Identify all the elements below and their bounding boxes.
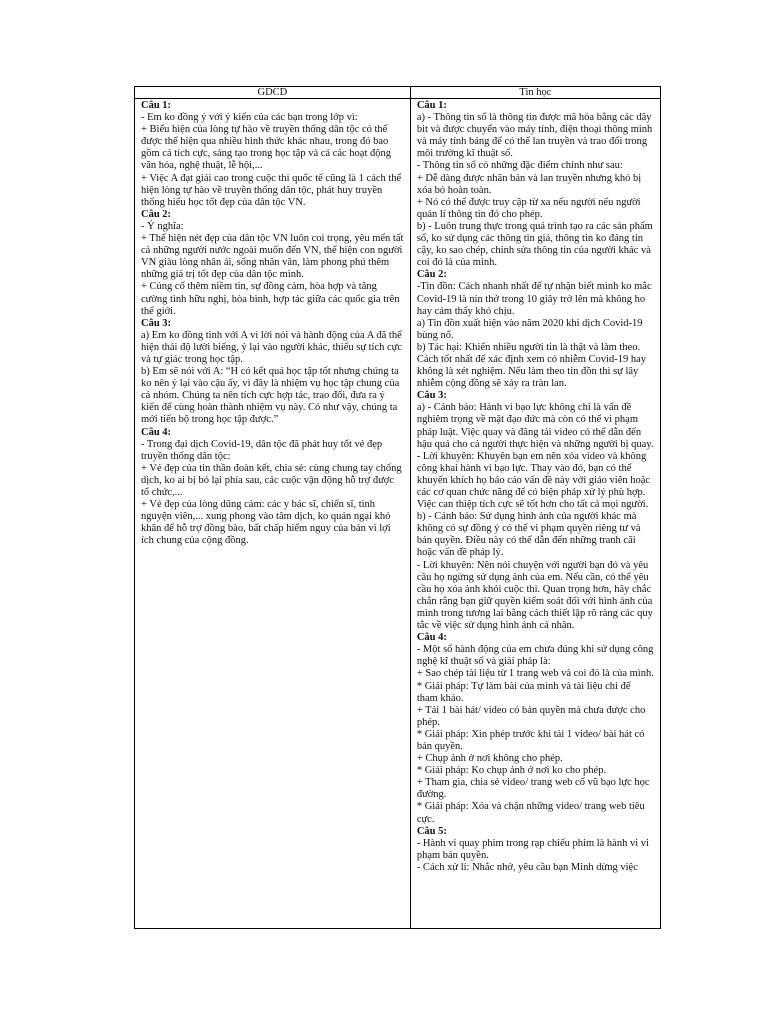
gdcd-answer-line: + Vẻ đẹp của tin thần đoàn kết, chia sẻ: cùng chung tay chống dịch, ko ai bị bỏ lại phía sau, các cuộc vận động hỗ trợ được tổ chức,... xyxy=(141,462,402,498)
tin-hoc-answer-line: + Tham gia, chia sẻ video/ trang web cổ vũ bạo lực học đường. xyxy=(416,777,650,801)
gdcd-answer-line: + Biểu hiện của lòng tự hào về truyền thống dân tộc có thể được thể hiện qua nhiều hình thức khác nhau, trong đó bao gồm cả tích cực, sáng tạo trong học tập và cả các hoạt động văn hóa, nghệ thuật, lễ hội,... xyxy=(141,124,392,172)
tin-hoc-answer-line: + Nó có thể được truy cập từ xa nếu người nếu người quản lí thông tin đó cho phép. xyxy=(416,196,641,220)
content-row xyxy=(135,99,661,929)
gdcd-answer-line: - Trong đại dịch Covid-19, dân tộc đã phát huy tốt vẻ đẹp truyền thống dân tộc: xyxy=(141,438,383,462)
tin-hoc-question-heading: Câu 2: xyxy=(416,269,447,281)
tin-hoc-answer-line: - Lời khuyên: Khuyên bạn em nên xóa video và không công khai hành vi bạo lực. Thay vào đó, bạn có thể khuyến khích họ báo cáo vấn đề này với giáo viên hoặc các cơ quan chức năng để có biện pháp xử lý phù hợp. Việc can thiệp tích cực sẽ tốt hơn cho tất cả mọi người. xyxy=(416,450,651,511)
tin-hoc-answer-line: + Chụp ảnh ở nơi không cho phép. xyxy=(416,753,563,765)
tin-hoc-question-heading: Câu 3: xyxy=(416,390,447,402)
gdcd-answer-line: + Củng cố thêm niềm tin, sự đồng cảm, hòa hợp và tăng cường tình hữu nghị, hòa bình, hợp tác giữa các quốc gia trên thế giới. xyxy=(141,281,400,317)
gdcd-answer-line: a) Em ko đồng tình với A vì lời nói và hành động của A đã thể hiện thái độ lười biếng, ỷ lại vào người khác, thiếu sự tích cực và tự giác trong học tập. xyxy=(141,329,403,365)
tin-hoc-answer-line: - Cách xử lí: Nhắc nhở, yêu cầu bạn Minh dừng việc xyxy=(416,861,638,873)
tin-hoc-question-heading: Câu 1: xyxy=(416,100,447,111)
tin-hoc-answers-cell xyxy=(410,99,660,929)
gdcd-question-heading: Câu 2: xyxy=(141,208,172,220)
tin-hoc-answer-line: -Tin đồn: Cách nhanh nhất để tự nhận biết mình ko mắc Covid-19 là nín thở trong 10 giây trở lên mà không ho hay cảm thấy khó chịu. xyxy=(416,281,652,317)
gdcd-answer-line: - Ý nghĩa: xyxy=(141,220,184,232)
tin-hoc-answer-line: * Giải pháp: Xóa và chặn những video/ trang web tiêu cực. xyxy=(416,801,645,825)
tin-hoc-answer-line: + Dễ dàng được nhân bản và lan truyền nhưng khó bị xóa bỏ hoàn toàn. xyxy=(416,172,642,196)
gdcd-answer-line: + Việc A đạt giải cao trong cuộc thi quốc tế cũng là 1 cách thể hiện lòng tự hào về truyền thống dân tộc, phát huy truyền thống hiếu học tốt đẹp của dân tộc VN. xyxy=(141,172,402,208)
tin-hoc-answer-line: b) - Luôn trung thực trong quá trình tạo ra các sản phẩm số, ko sử dụng các thông tin giả, thông tin ko đáng tin cậy, ko sao chép, chỉnh sửa thông tin của người khác và coi đó là của mình. xyxy=(416,220,653,269)
header-row xyxy=(135,87,661,99)
gdcd-question-heading: Câu 4: xyxy=(141,426,172,438)
tin-hoc-answer-line: - Thông tin số có những đặc điểm chính như sau: xyxy=(416,160,623,172)
gdcd-answer-line: + Vẻ đẹp của lòng dũng cảm: các y bác sĩ, chiến sĩ, tình nguyện viên,... xung phong vào tâm dịch, ko quản ngại khó khăn để hỗ trợ đồng bào, bất chấp hiểm nguy của bản vì lợi ích chung của cộng đồng. xyxy=(141,499,391,547)
answer-table xyxy=(134,86,661,929)
tin-hoc-answer-line: * Giải pháp: Xin phép trước khi tải 1 video/ bài hát có bản quyền. xyxy=(416,728,645,752)
tin-hoc-answer-line: - Hành vi quay phim trong rạp chiếu phim là hành vi vi phạm bản quyền. xyxy=(416,837,649,861)
gdcd-answer-line: + Thể hiện nét đẹp của dân tộc VN luôn coi trọng, yêu mến tất cả những người nước ngoài muốn đến VN, thể hiện con người VN giàu lòng nhân ái, sống nhân văn, làm phong phú thêm những giá trị tốt đẹp của dân tộc mình. xyxy=(141,233,404,281)
gdcd-answer-line: b) Em sẽ nói với A: “H có kết quả học tập tốt nhưng chúng ta ko nên ỷ lại vào cậu ấy, vì đây là nhiệm vụ học tập chung của cả nhóm. Chúng ta nên tích cực hợp tác, trao đổi, đưa ra ý kiến để cùng hoàn thành nhiệm vụ này. Có như vậy, chúng ta mới tiến bộ trong học tập được.” xyxy=(141,366,400,426)
tin-hoc-answer-line: - Lời khuyên: Nên nói chuyện với người bạn đó và yêu cầu họ ngừng sử dụng ảnh của em. Nếu cần, có thể yêu cầu họ xóa ảnh khỏi cuộc thi. Quan trọng hơn, hãy chắc chắn rằng bạn giữ quyền kiểm soát đối với hình ảnh của mình trong tương lai bằng cách thiết lập rõ ràng các quy tắc về việc sử dụng hình ảnh cá nhân. xyxy=(416,559,653,632)
gdcd-question-heading: Câu 3: xyxy=(141,317,172,329)
tin-hoc-question-heading: Câu 5: xyxy=(416,825,447,837)
tin-hoc-answer-line: + Tải 1 bài hát/ video có bản quyền mà chưa được cho phép. xyxy=(416,704,646,728)
tin-hoc-answer-line: + Sao chép tài liệu từ 1 trang web và coi đó là của mình. xyxy=(416,668,654,680)
tin-hoc-answer-line: * Giải pháp: Tự làm bài của mình và tài liệu chỉ để tham khảo. xyxy=(416,680,631,704)
header-tin-hoc: Tin học xyxy=(410,87,660,99)
header-gdcd: GDCD xyxy=(135,87,411,99)
gdcd-question-heading: Câu 1: xyxy=(141,100,172,111)
tin-hoc-answer-line: - Một số hành động của em chưa đúng khi sử dụng công nghệ kĩ thuật số và giải pháp là: xyxy=(416,644,654,668)
tin-hoc-answer-line: * Giải pháp: Ko chụp ảnh ở nơi ko cho phép. xyxy=(416,765,607,777)
tin-hoc-answer-line: b) - Cảnh báo: Sử dụng hình ảnh của người khác mà không có sự đồng ý có thể vi phạm quyền riêng tư và bản quyền. Điều này có thể dẫn đến những tranh cãi hoặc vấn đề pháp lý. xyxy=(416,511,641,559)
gdcd-answers-cell xyxy=(135,99,411,929)
tin-hoc-answer-line: a) - Cảnh báo: Hành vi bạo lực không chỉ là vấn đề nghiêm trọng về mặt đạo đức mà còn có thể vi phạm pháp luật. Việc quay và đăng tải video có thể dẫn đến hậu quả cho cả người thực hiện và những người bị quay. xyxy=(416,402,654,450)
tin-hoc-answer-line: a) Tin đồn xuất hiện vào năm 2020 khi dịch Covid-19 bùng nổ. xyxy=(416,317,643,341)
tin-hoc-answer-line: a) - Thông tin số là thông tin được mã hóa bằng các dãy bit và được chuyển vào máy tính, điện thoại thông minh và máy tính bảng để có thể lan truyền và trao đổi trong môi trường kĩ thuật số. xyxy=(416,112,653,160)
tin-hoc-answer-line: b) Tác hại: Khiến nhiều người tin là thật và làm theo. Cách tốt nhất để xác định xem có nhiễm Covid-19 hay không là xét nghiệm. Nếu làm theo tin đồn thì sự lây nhiễm cộng đồng sẽ xảy ra tràn lan. xyxy=(416,341,647,390)
gdcd-answer-line: - Em ko đồng ý với ý kiến của các bạn trong lớp vì: xyxy=(141,112,358,124)
tin-hoc-question-heading: Câu 4: xyxy=(416,632,447,644)
